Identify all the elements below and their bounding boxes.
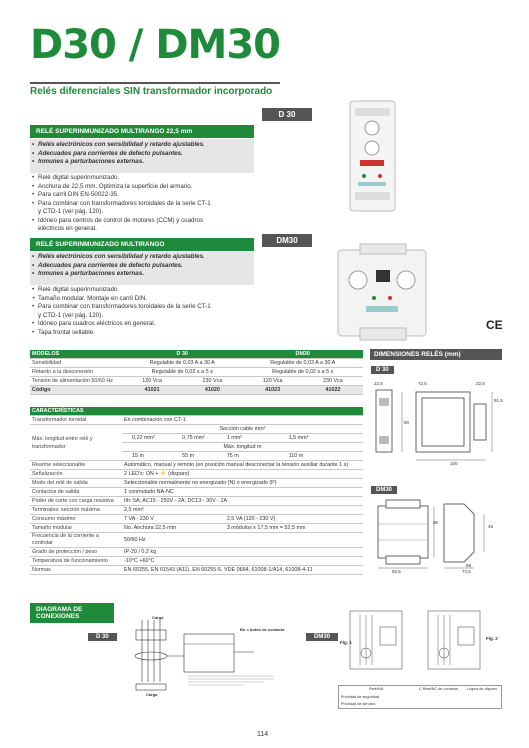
page-subtitle: Relés diferenciales SIN transformador incorporado: [30, 86, 273, 97]
feature-item: • Adecuados para corrientes de defecto pulsantes.: [32, 262, 252, 271]
table-row: [30, 359, 363, 368]
row-label: Normas: [30, 566, 122, 575]
cell: 0,22 mm²: [122, 434, 180, 443]
dm30-bold-features: [32, 253, 252, 279]
wiring-title: [30, 603, 114, 623]
feature-item: • Idóneo para centros de control de motores (CCM) y cuadros: [32, 217, 258, 226]
feature-item: • Inmunes a perturbaciones externas.: [32, 270, 252, 279]
ce-mark: CE: [486, 318, 503, 332]
dim-label: 52,5: [392, 569, 401, 574]
dm30-features: [32, 286, 258, 337]
cell: Ith: 5A; AC15 - 250V - 2A; DC13 - 30V - 2A: [122, 497, 363, 506]
label-line: Máx. longitud entre relé y: [32, 435, 93, 442]
d30-bold-features: [32, 141, 252, 167]
row-label: Modo del relé de salida: [30, 479, 122, 488]
specs-header: CARACTERÍSTICAS: [30, 407, 363, 416]
feature-item: • Relés electrónicos con sensibilidad y retardo ajustables.: [32, 253, 252, 262]
cell: 230 Vca: [303, 377, 363, 386]
product-code: 41020: [182, 386, 242, 395]
cell: Sección cable mm²: [122, 425, 363, 434]
title-rule: [30, 82, 280, 84]
product-code: 41022: [303, 386, 363, 395]
row-label: Temperatura de funcionamiento: [30, 557, 122, 566]
wiring-legend: [338, 685, 502, 709]
dm30-wiring-diagram: [338, 605, 503, 685]
cell: Máx. longitud m: [122, 443, 363, 452]
cell: 1 conmutado NA-NC: [122, 488, 363, 497]
row-label: Poder de corte con carga resistiva: [30, 497, 122, 506]
cell: Regulable de 0,03 A a 30 A: [122, 359, 242, 368]
legend-col: Lógica de disparo: [467, 687, 497, 691]
page-number: 114: [257, 731, 269, 738]
legend-item: Prioridad de servicio: [341, 702, 376, 706]
d30-section-bar: RELÉ SUPERINMUNIZADO MULTIRANGO 22,5 mm: [30, 125, 254, 138]
cell: 2,5 VA (120 - 230 V): [225, 515, 363, 524]
wiring-dm30-tag: DM30: [306, 633, 338, 641]
cell: 15 m: [122, 452, 180, 461]
feature-item: • Anchura de 22,5 mm. Optimiza la superficie del armario.: [32, 183, 258, 192]
dimensions-title: DIMENSIONES RELÉS (mm): [370, 349, 502, 360]
d30-dimension-drawing: [372, 378, 502, 466]
feature-item-cont: y CTD-1 (ver pág. 120).: [38, 208, 103, 215]
d30-relay-image: [330, 96, 420, 216]
cell: 1 mm²: [225, 434, 287, 443]
dimensions-dm30-tag: DM30: [371, 486, 397, 494]
feature-item-cont: eléctricos en general.: [38, 225, 97, 232]
table-row: [30, 557, 363, 566]
cell: 0,75 mm²: [180, 434, 225, 443]
cell: Regulable de 0,03 A a 30 A: [242, 359, 363, 368]
table-row: [30, 350, 363, 359]
dm30-col-header: DM30: [242, 350, 363, 359]
dim-label: 22,5: [476, 381, 485, 386]
row-label: Código: [30, 386, 122, 395]
d30-features: [32, 174, 258, 234]
cell: Seleccionable normalmente no energizado (N) o energizado (P): [122, 479, 363, 488]
cell: 2,5 mm²: [122, 506, 363, 515]
dim-label: 90: [404, 420, 410, 425]
cell: Automático, manual y remoto (en posición manual desconectar la tensión auxiliar durante 1 s): [122, 461, 363, 470]
cell: 3 módulos x 17,5 mm = 52,5 mm: [225, 524, 363, 533]
table-row: [30, 425, 363, 434]
product-code: 41021: [122, 386, 182, 395]
feature-item: • Para combinar con transformadores toroidales de la serie CT-1: [32, 200, 258, 209]
cell: -10°C +60°C: [122, 557, 363, 566]
table-row: [30, 368, 363, 377]
row-label: Tensión de alimentación 50/60 Hz: [30, 377, 122, 386]
table-row: [30, 548, 363, 557]
feature-item: + Tamaño modular. Montaje en carril DIN.: [32, 295, 258, 304]
legend-col: Relé/NA: [369, 687, 384, 691]
row-label: Consumo máximo: [30, 515, 122, 524]
cell: 1,5 mm²: [287, 434, 363, 443]
wiring-title-line: DIAGRAMA DE: [36, 606, 83, 613]
dim-label: 100: [450, 461, 458, 466]
cell: 50/60 Hz: [122, 533, 363, 548]
label-line: transformador: [32, 443, 66, 450]
models-table: [30, 350, 363, 395]
row-label: Sensibilidad: [30, 359, 122, 368]
table-row: [30, 461, 363, 470]
d30-wiring-diagram: [124, 612, 304, 700]
feature-item: • Idóneo para cuadros eléctricos en general.: [32, 320, 258, 329]
table-row: [30, 386, 363, 395]
table-row: [30, 533, 363, 548]
cell: 2 LED's: ON + ⚡ (disparo): [122, 470, 363, 479]
dimensions-d30-tag: D 30: [371, 366, 394, 374]
row-label: Retardo a la desconexión: [30, 368, 122, 377]
cell: 7 VA - 230 V: [122, 515, 225, 524]
dim-label: 85: [433, 520, 439, 525]
figure-label: Fig. 2: [486, 636, 498, 641]
legend-col: C Relé/NC de contador: [419, 687, 459, 691]
cell: IP-20 / 0,2 kg: [122, 548, 363, 557]
dim-label: 45: [488, 524, 494, 529]
cell: En combinación con CT-1: [122, 416, 363, 425]
row-label: Terminales: sección máxima: [30, 506, 122, 515]
table-row: [30, 470, 363, 479]
cell: Regulable de 0,02 s a 5 s: [242, 368, 363, 377]
cell: 110 m: [287, 452, 363, 461]
row-label: Contactos de salida: [30, 488, 122, 497]
product-code: 41023: [242, 386, 302, 395]
dim-label: 58: [466, 563, 472, 568]
diagram-label: Carga: [152, 615, 164, 620]
cell: No. Anchura 22,5 mm: [122, 524, 225, 533]
row-label: Rearme seleccionable: [30, 461, 122, 470]
dm30-section-bar: RELÉ SUPERINMUNIZADO MULTIRANGO: [30, 238, 254, 251]
table-row: [30, 566, 363, 575]
table-row: [30, 515, 363, 524]
feature-item: • Relé digital superinmunizado: [32, 286, 258, 295]
feature-item: • Para carril DIN EN-50022-35.: [32, 191, 258, 200]
label-line: Frecuencia de la corriente a: [32, 533, 99, 539]
dim-label: 91,5: [494, 398, 503, 403]
dm30-relay-image: [330, 236, 440, 346]
cell: 55 m: [180, 452, 225, 461]
feature-item: • Para combinar con transformadores toroidales de la serie CT-1: [32, 303, 258, 312]
dm30-tag: DM30: [262, 234, 312, 247]
cell: 230 Vca: [182, 377, 242, 386]
legend-item: Prioridad de seguridad: [341, 695, 380, 699]
cell: Regulable de 0,02 s a 5 s: [122, 368, 242, 377]
dim-label: 72,5: [418, 381, 427, 386]
cell: EN 60255, EN 61543 (A11), EN 60255-5, VDE 0664, 61008-1/A14, 61008-4-11: [122, 566, 363, 575]
row-label: Grado de protección / peso: [30, 548, 122, 557]
diagram-label: Carga: [146, 692, 158, 697]
d30-col-header: D 30: [122, 350, 242, 359]
table-row: [30, 497, 363, 506]
row-label: Tamaño modular: [30, 524, 122, 533]
feature-item: • Inmunes a perturbaciones externas.: [32, 158, 252, 167]
table-row: [30, 488, 363, 497]
row-label: Transformador toroidal: [30, 416, 122, 425]
table-row: [30, 524, 363, 533]
feature-item: • Adecuados para corrientes de defecto pulsantes.: [32, 150, 252, 159]
row-label: [30, 533, 122, 548]
table-row: [30, 377, 363, 386]
table-row: [30, 407, 363, 416]
d30-tag: D 30: [262, 108, 312, 121]
label-line: controlar: [32, 540, 53, 546]
table-row: [30, 506, 363, 515]
feature-item-cont: y CTD-1 (ver pág. 120).: [38, 311, 103, 319]
table-row: [30, 479, 363, 488]
feature-item: • Tapa frontal sellable.: [32, 329, 258, 338]
diagram-label: Bo = botón de contacto: [240, 627, 285, 632]
dim-label: 72,5: [462, 569, 471, 574]
row-label: [30, 425, 122, 461]
cell: 120 Vca: [242, 377, 302, 386]
specs-table: [30, 407, 363, 575]
table-row: [30, 416, 363, 425]
dim-label: 22,5: [374, 381, 383, 386]
wiring-title-line: CONEXIONES: [36, 613, 80, 620]
page-title: D30 / DM30: [30, 22, 280, 68]
wiring-d30-tag: D 30: [88, 633, 117, 641]
figure-label: Fig. 1: [340, 640, 352, 645]
cell: 75 m: [225, 452, 287, 461]
feature-item: • Relés electrónicos con sensibilidad y retardo ajustables.: [32, 141, 252, 150]
feature-item: • Relé digital superinmunizado.: [32, 174, 258, 183]
models-header: MODELOS: [30, 350, 122, 359]
row-label: Señalización: [30, 470, 122, 479]
dm30-dimension-drawing: [372, 496, 502, 574]
cell: 120 Vca: [122, 377, 182, 386]
